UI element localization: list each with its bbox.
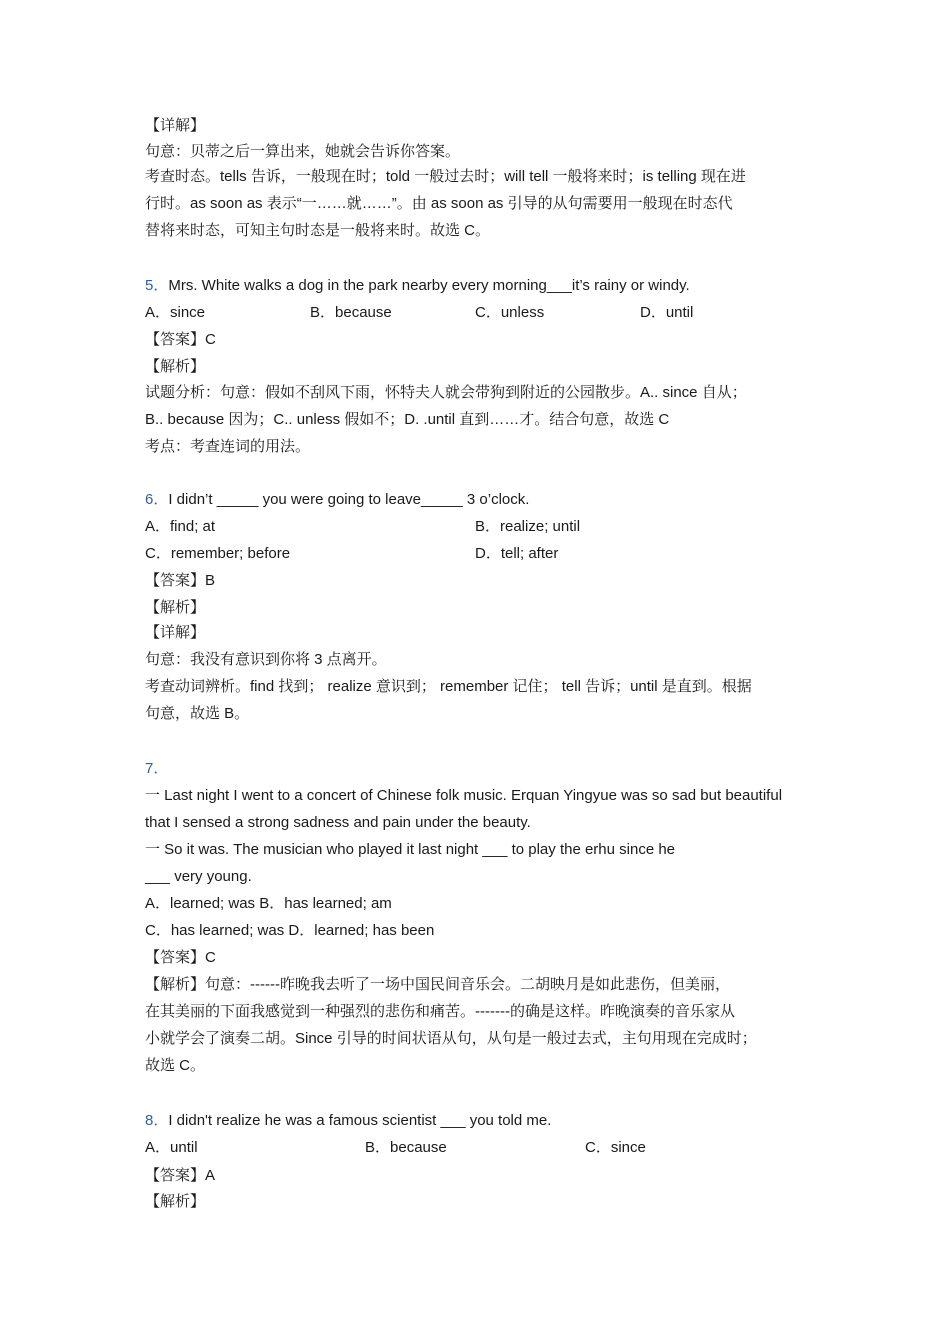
option-b: B．because <box>365 1139 447 1156</box>
question-6-stem <box>145 490 529 510</box>
option-d: D．tell; after <box>475 545 559 562</box>
question-number: 6． <box>145 491 169 508</box>
question-8-stem <box>145 1111 551 1131</box>
explanation-line: 考点：考查连词的用法。 <box>145 438 311 455</box>
dialogue-line: ___ very young. <box>145 868 252 885</box>
answer-line: 【答案】C <box>145 949 216 966</box>
explanation-line: 试题分析：句意：假如不刮风下雨，怀特夫人就会带狗到附近的公园散步。A.. since 自从； <box>145 384 747 401</box>
question-7-number: 7． <box>145 760 169 777</box>
option-a: A．until <box>145 1139 198 1156</box>
option-c: C．remember; before <box>145 545 291 562</box>
question-5-stem <box>145 276 690 296</box>
answer-line: 【答案】B <box>145 572 216 589</box>
options-row: A．learned; was B．has learned; am <box>145 895 392 912</box>
answer-line: 【答案】C <box>145 331 216 348</box>
analysis-heading: 【解析】 <box>145 1193 206 1210</box>
options-row: C．has learned; was D．learned; has been <box>145 922 435 939</box>
question-text: Mrs. White walks a dog in the park nearby every morning___it’s rainy or windy. <box>168 277 690 294</box>
dialogue-line: 一 So it was. The musician who played it last night ___ to play the erhu since he <box>145 841 676 858</box>
option-d: D．until <box>640 304 694 321</box>
explanation-line: 行时。as soon as 表示“一……就……”。由 as soon as 引导的从句需要用一般现在时态代 <box>145 195 733 212</box>
explanation-line: 在其美丽的下面我感觉到一种强烈的悲伤和痛苦。-------的确是这样。昨晚演奏的音乐家从 <box>145 1003 735 1020</box>
explanation-line: 句意：我没有意识到你将 3 点离开。 <box>145 651 387 668</box>
detail-heading: 【详解】 <box>145 624 206 641</box>
dialogue-line: 一 Last night I went to a concert of Chinese folk music. Erquan Yingyue was so sad but beautiful <box>145 787 783 804</box>
question-text: I didn't realize he was a famous scientist ___ you told me. <box>168 1112 552 1129</box>
explanation-line: 考查时态。tells 告诉，一般现在时；told 一般过去时；will tell 一般将来时；is telling 现在进 <box>145 168 746 185</box>
dialogue-line: that I sensed a strong sadness and pain under the beauty. <box>145 814 531 831</box>
explanation-line: 句意，故选 B。 <box>145 705 250 722</box>
option-c: C．unless <box>475 304 545 321</box>
explanation-line: 句意：贝蒂之后一算出来，她就会告诉你答案。 <box>145 143 461 160</box>
explanation-line: 替将来时态，可知主句时态是一般将来时。故选 C。 <box>145 222 491 239</box>
explanation-line: 故选 C。 <box>145 1057 206 1074</box>
explanation-line: 【解析】句意：------昨晚我去听了一场中国民间音乐会。二胡映月是如此悲伤，但美丽， <box>145 976 730 993</box>
question-text: I didn’t _____ you were going to leave_____ 3 o’clock. <box>168 491 530 508</box>
detail-heading: 【详解】 <box>145 117 206 134</box>
explanation-line: 考查动词辨析。find 找到； realize 意识到； remember 记住； tell 告诉；until 是直到。根据 <box>145 678 752 695</box>
question-number: 5． <box>145 277 169 294</box>
option-a: A．since <box>145 304 206 321</box>
explanation-line: 小就学会了演奏二胡。Since 引导的时间状语从句，从句是一般过去式，主句用现在完成时； <box>145 1030 757 1047</box>
option-b: B．realize; until <box>475 518 581 535</box>
option-a: A．find; at <box>145 518 216 535</box>
explanation-line: B.. because 因为；C.. unless 假如不；D. .until 直到……才。结合句意，故选 C <box>145 411 670 428</box>
option-b: B．because <box>310 304 392 321</box>
analysis-heading: 【解析】 <box>145 599 206 616</box>
option-c: C．since <box>585 1139 646 1156</box>
analysis-heading: 【解析】 <box>145 358 206 375</box>
question-number: 8． <box>145 1112 169 1129</box>
answer-line: 【答案】A <box>145 1167 216 1184</box>
